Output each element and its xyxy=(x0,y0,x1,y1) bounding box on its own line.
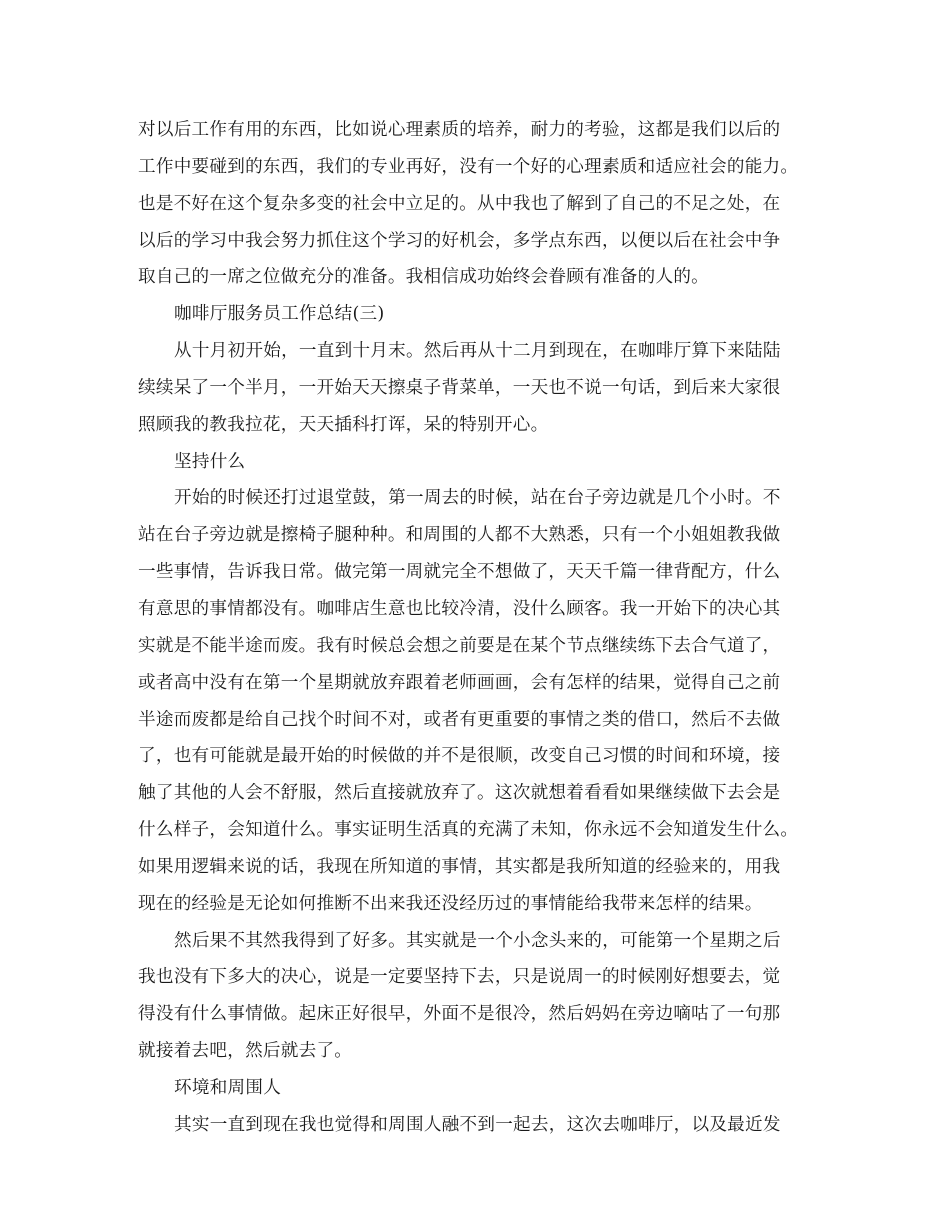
paragraph-line: 有意思的事情都没有。咖啡店生意也比较冷清，没什么顾客。我一开始下的决心其 xyxy=(138,598,781,619)
paragraph-line: 半途而废都是给自己找个时间不对，或者有更重要的事情之类的借口，然后不去做 xyxy=(138,709,781,730)
paragraph-line: 了，也有可能就是最开始的时候做的并不是很顺，改变自己习惯的时间和环境，接 xyxy=(138,746,781,767)
paragraph-line: 或者高中没有在第一个星期就放弃跟着老师画画，会有怎样的结果，觉得自己之前 xyxy=(138,672,781,693)
paragraph-line: 如果用逻辑来说的话，我现在所知道的事情，其实都是我所知道的经验来的，用我 xyxy=(138,856,781,877)
paragraph-line: 以后的学习中我会努力抓住这个学习的好机会，多学点东西，以便以后在社会中争 xyxy=(138,230,781,251)
paragraph-line: 现在的经验是无论如何推断不出来我还没经历过的事情能给我带来怎样的结果。 xyxy=(138,893,763,914)
paragraph-line: 一些事情，告诉我日常。做完第一周就完全不想做了，天天千篇一律背配方，什么 xyxy=(138,562,781,583)
paragraph-line-indented: 其实一直到现在我也觉得和周围人融不到一起去，这次去咖啡厅，以及最近发 xyxy=(174,1114,781,1135)
paragraph-line: 取自己的一席之位做充分的准备。我相信成功始终会眷顾有准备的人的。 xyxy=(138,267,710,288)
paragraph-line-indented: 然后果不其然我得到了好多。其实就是一个小念头来的，可能第一个星期之后 xyxy=(174,930,781,951)
paragraph-line-indented: 坚持什么 xyxy=(174,451,246,472)
paragraph-line-indented: 从十月初开始，一直到十月末。然后再从十二月到现在，在咖啡厅算下来陆陆 xyxy=(174,341,781,362)
document-body xyxy=(138,112,818,1144)
paragraph-line: 工作中要碰到的东西，我们的专业再好，没有一个好的心理素质和适应社会的能力。 xyxy=(138,156,799,177)
paragraph-line: 续续呆了一个半月，一开始天天擦桌子背菜单，一天也不说一句话，到后来大家很 xyxy=(138,377,781,398)
paragraph-line-indented: 环境和周围人 xyxy=(174,1077,282,1098)
paragraph-line: 照顾我的教我拉花，天天插科打诨，呆的特别开心。 xyxy=(138,414,549,435)
paragraph-line: 我也没有下多大的决心，说是一定要坚持下去，只是说周一的时候刚好想要去，觉 xyxy=(138,967,781,988)
paragraph-line: 实就是不能半途而废。我有时候总会想之前要是在某个节点继续练下去合气道了， xyxy=(138,635,781,656)
paragraph-line: 站在台子旁边就是擦椅子腿种种。和周围的人都不大熟悉，只有一个小姐姐教我做 xyxy=(138,525,781,546)
paragraph-line: 就接着去吧，然后就去了。 xyxy=(138,1041,353,1062)
paragraph-line: 触了其他的人会不舒服，然后直接就放弃了。这次就想着看看如果继续做下去会是 xyxy=(138,783,781,804)
paragraph-line: 对以后工作有用的东西，比如说心理素质的培养，耐力的考验，这都是我们以后的 xyxy=(138,120,781,140)
paragraph-line: 也是不好在这个复杂多变的社会中立足的。从中我也了解到了自己的不足之处，在 xyxy=(138,193,781,214)
paragraph-line-indented: 开始的时候还打过退堂鼓，第一周去的时候，站在台子旁边就是几个小时。不 xyxy=(174,488,781,509)
paragraph-line: 得没有什么事情做。起床正好很早，外面不是很冷，然后妈妈在旁边嘀咕了一句那 xyxy=(138,1004,781,1025)
paragraph-line: 什么样子，会知道什么。事实证明生活真的充满了未知，你永远不会知道发生什么。 xyxy=(138,820,799,841)
paragraph-line-indented: 咖啡厅服务员工作总结(三) xyxy=(174,304,385,325)
